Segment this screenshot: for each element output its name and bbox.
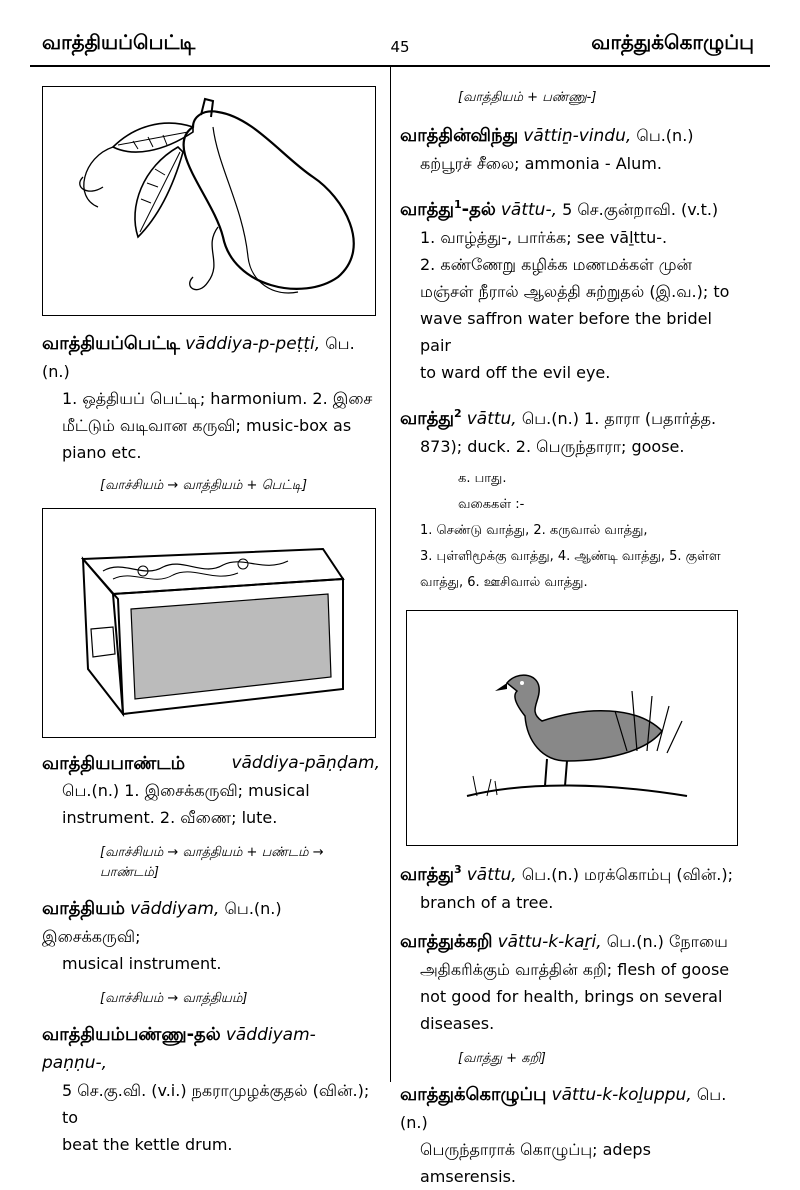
transliteration: vāttu-k-kaṟi, <box>497 932 602 952</box>
entry-vaddiyam <box>42 895 380 1009</box>
cognate: க. பாது. <box>458 471 507 486</box>
entry-vaddiya-p-petti <box>42 330 380 496</box>
page-number: 45 <box>390 38 410 56</box>
definition-line: 5 செ.கு.வி. (v.i.) நகராமுழக்குதல் (வின்.); to <box>62 1081 370 1127</box>
definition-line: அதிகரிக்கும் வாத்தின் கறி; flesh of goose <box>420 960 730 979</box>
column-divider <box>390 67 391 1082</box>
transliteration: vāttu, <box>466 409 517 429</box>
right-column <box>400 70 746 1190</box>
definition-line: to ward off the evil eye. <box>420 363 611 382</box>
definition-line: பெருந்தாராக் கொழுப்பு; adeps amserensis. <box>420 1140 651 1186</box>
gourd-illustration <box>43 87 375 315</box>
entry-vattu-k-koluppu <box>400 1081 746 1190</box>
headword: வாத்தியம் <box>42 898 126 919</box>
part-of-speech: பெ.(n.) மரக்கொம்பு (வின்.); <box>521 865 734 884</box>
definition-line: கற்பூரச் சீலை; ammonia - Alum. <box>420 154 662 173</box>
headword: வாத்துக்கறி <box>400 931 493 952</box>
types-line: வாத்து, 6. ஊசிவால் வாத்து. <box>420 575 588 590</box>
definition-line: branch of a tree. <box>420 893 554 912</box>
definition-line: not good for health, brings on several <box>420 987 723 1006</box>
etymology: பாண்டம்] <box>100 865 159 880</box>
definition-line: musical instrument. <box>62 954 222 973</box>
entry-vaddiya-pandam <box>42 750 380 883</box>
headword: வாத்துக்கொழுப்பு <box>400 1084 547 1105</box>
figure-duck <box>406 610 738 846</box>
etymology: [வாச்சியம் → வாத்தியம்] <box>100 991 248 1006</box>
definition-line: piano etc. <box>62 443 142 462</box>
headword: வாத்தியப்பெட்டி <box>42 333 180 354</box>
headword: வாத்தின்விந்து <box>400 125 519 146</box>
definition-line: மீட்டும் வடிவான கருவி; music-box as <box>62 416 352 435</box>
entry-vattu-2 <box>400 400 746 596</box>
definition-line: பெ.(n.) 1. இசைக்கருவி; musical <box>62 781 310 800</box>
definition-line: beat the kettle drum. <box>62 1135 233 1154</box>
transliteration: vāddiya-pāṇḍam, <box>231 753 380 773</box>
entry-vattin-vindu <box>400 122 746 177</box>
homonym-number: 2 <box>453 407 462 420</box>
transliteration: vāttiṉ-vindu, <box>523 126 632 146</box>
left-column <box>42 70 380 1158</box>
figure-music-box <box>42 508 376 738</box>
headword: வாத்து <box>400 864 454 885</box>
headword: வாத்தியம்பண்ணு-தல் <box>42 1024 221 1045</box>
definition-line: wave saffron water before the bridel pair <box>420 309 712 355</box>
entry-vaddiyam-pannu-tal <box>42 1021 380 1158</box>
part-of-speech: 5 செ.குன்றாவி. (v.t.) <box>562 200 719 219</box>
transliteration: vāttu, <box>466 865 517 885</box>
part-of-speech: பெ.(n.) <box>636 126 694 145</box>
types-line: 3. புள்ளிமூக்கு வாத்து, 4. ஆண்டி வாத்து, 5. குள்ள <box>420 549 721 564</box>
entry-vattu-3 <box>400 856 746 916</box>
part-of-speech: பெ.(n.) <box>400 1085 727 1132</box>
headword: வாத்து <box>400 408 454 429</box>
types-title: வகைகள் :- <box>458 497 525 512</box>
part-of-speech: பெ.(n.) 1. தாரா (பதார்த்த. <box>521 409 717 428</box>
header-left-title: வாத்தியப்பெட்டி <box>42 30 196 54</box>
top-rule <box>30 65 770 67</box>
part-of-speech: பெ.(n.) நோயை <box>606 932 728 951</box>
etymology: [வாத்து + கறி] <box>458 1051 546 1066</box>
transliteration: vāddiyam-paṇṇu-, <box>42 1025 316 1073</box>
duck-illustration <box>407 611 737 845</box>
homonym-number: 3 <box>453 863 462 876</box>
headword-suffix: -தல் <box>461 199 496 220</box>
etymology: [வாச்சியம் → வாத்தியம் + பண்டம் → <box>100 845 324 860</box>
entry-vattu-k-kari <box>400 928 746 1069</box>
figure-gourd <box>42 86 376 316</box>
headword: வாத்தியபாண்டம் <box>42 753 186 774</box>
transliteration: vāddiya-p-peṭṭi, <box>185 334 321 354</box>
part-of-speech: பெ.(n.) <box>42 334 355 381</box>
transliteration: vāttu-, <box>500 200 557 220</box>
definition-line: 2. கண்ணேறு கழிக்க மணமக்கள் முன் <box>420 255 693 274</box>
definition-line: மஞ்சள் நீரால் ஆலத்தி சுற்றுதல் (இ.வ.); to <box>420 282 730 301</box>
definition-line: 1. வாழ்த்து-, பார்க்க; see vāḻttu-. <box>420 228 668 247</box>
transliteration: vāddiyam, <box>130 899 220 919</box>
definition-line: 1. ஒத்தியப் பெட்டி; harmonium. 2. இசை <box>62 389 373 408</box>
transliteration: vāttu-k-koḻuppu, <box>551 1085 692 1105</box>
header-right-title: வாத்துக்கொழுப்பு <box>591 30 754 54</box>
entry-vattu-1-tal <box>400 191 746 386</box>
headword: வாத்து <box>400 199 454 220</box>
definition-line: instrument. 2. வீணை; lute. <box>62 808 278 827</box>
definition-line: 873); duck. 2. பெருந்தாரா; goose. <box>420 437 685 456</box>
homonym-number: 1 <box>453 198 462 211</box>
types-line: 1. செண்டு வாத்து, 2. கருவால் வாத்து, <box>420 523 648 538</box>
music-box-illustration <box>43 509 375 737</box>
etymology: [வாச்சியம் → வாத்தியம் + பெட்டி] <box>100 478 308 493</box>
etymology: [வாத்தியம் + பண்ணு-] <box>458 90 597 105</box>
definition-text: பெ.(n.) இசைக்கருவி; <box>42 899 282 946</box>
definition-line: diseases. <box>420 1014 495 1033</box>
